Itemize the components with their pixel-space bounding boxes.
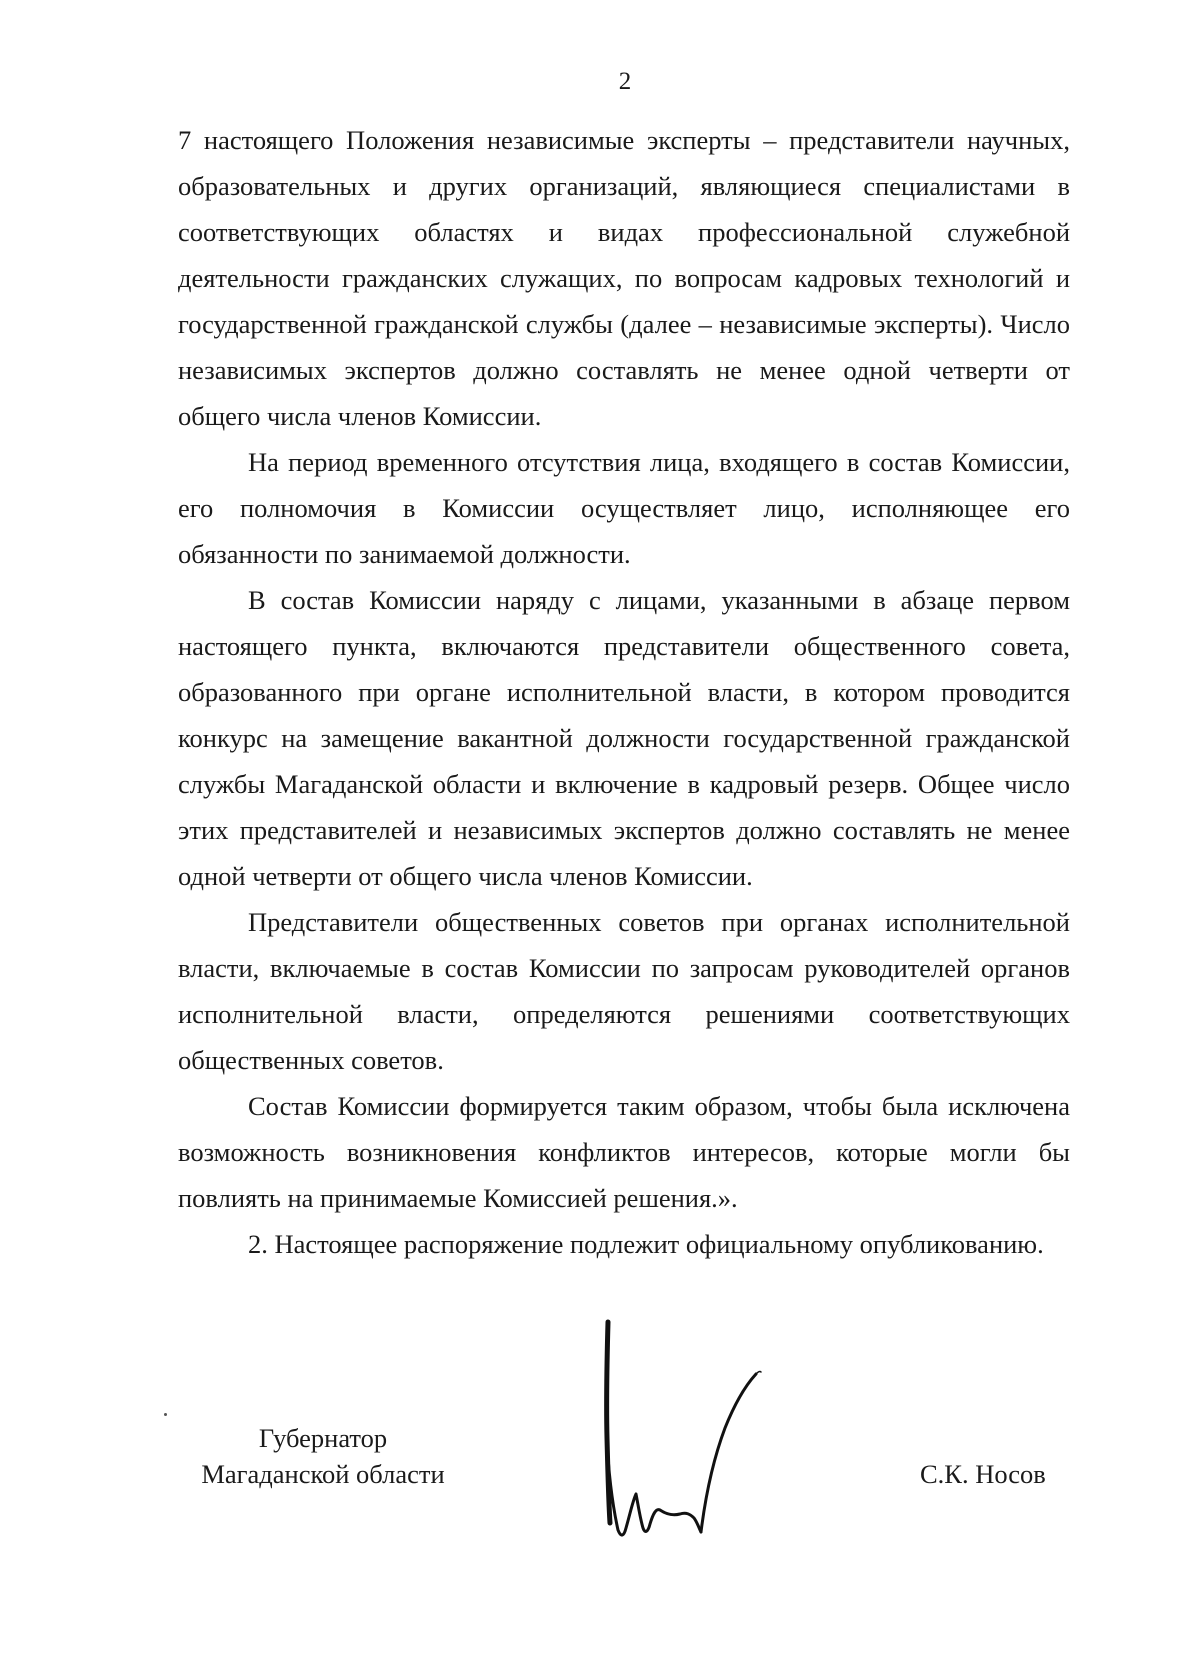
signer-position-line-1: Губернатор [258,1423,388,1453]
paragraph-5: Состав Комиссии формируется таким образом, чтобы была исключена возможность возникновения конфликтов интересов, которые могли бы повлиять на принимаемые Комиссией решения.». [178,1091,1070,1213]
paragraph-1: 7 настоящего Положения независимые эксперты – представители научных, образовательных и других организаций, являющиеся специалистами в соответствующих областях и видах профессиональной служебной деятельности гражданских служащих, по вопросам кадровых технологий и государственной гражданской службы (далее – независимые эксперты). Число независимых экспертов должно составлять не менее одной четверти от общего числа членов Комиссии. [178,125,1070,431]
document-body [178,117,1070,1267]
handwritten-signature [580,1318,810,1558]
signer-position [183,1420,463,1492]
scan-speck [164,1413,167,1416]
paragraph-2: На период временного отсутствия лица, входящего в состав Комиссии, его полномочия в Комиссии осуществляет лицо, исполняющее его обязанности по занимаемой должности. [178,447,1070,569]
paragraph-3: В состав Комиссии наряду с лицами, указанными в абзаце первом настоящего пункта, включаются представители общественного совета, образованного при органе исполнительной власти, в котором проводится конкурс на замещение вакантной должности государственной гражданской службы Магаданской области и включение в кадровый резерв. Общее число этих представителей и независимых экспертов должно составлять не менее одной четверти от общего числа членов Комиссии. [178,585,1070,891]
page-number: 2 [618,68,632,95]
paragraph-6: 2. Настоящее распоряжение подлежит официальному опубликованию. [248,1229,1044,1259]
signer-name: С.К. Носов [920,1459,1046,1489]
signer-position-line-2: Магаданской области [201,1459,445,1489]
signature-block [0,1420,1200,1620]
paragraph-4: Представители общественных советов при органах исполнительной власти, включаемые в состав Комиссии по запросам руководителей органов исполнительной власти, определяются решениями соответствующих общественных советов. [178,907,1070,1075]
